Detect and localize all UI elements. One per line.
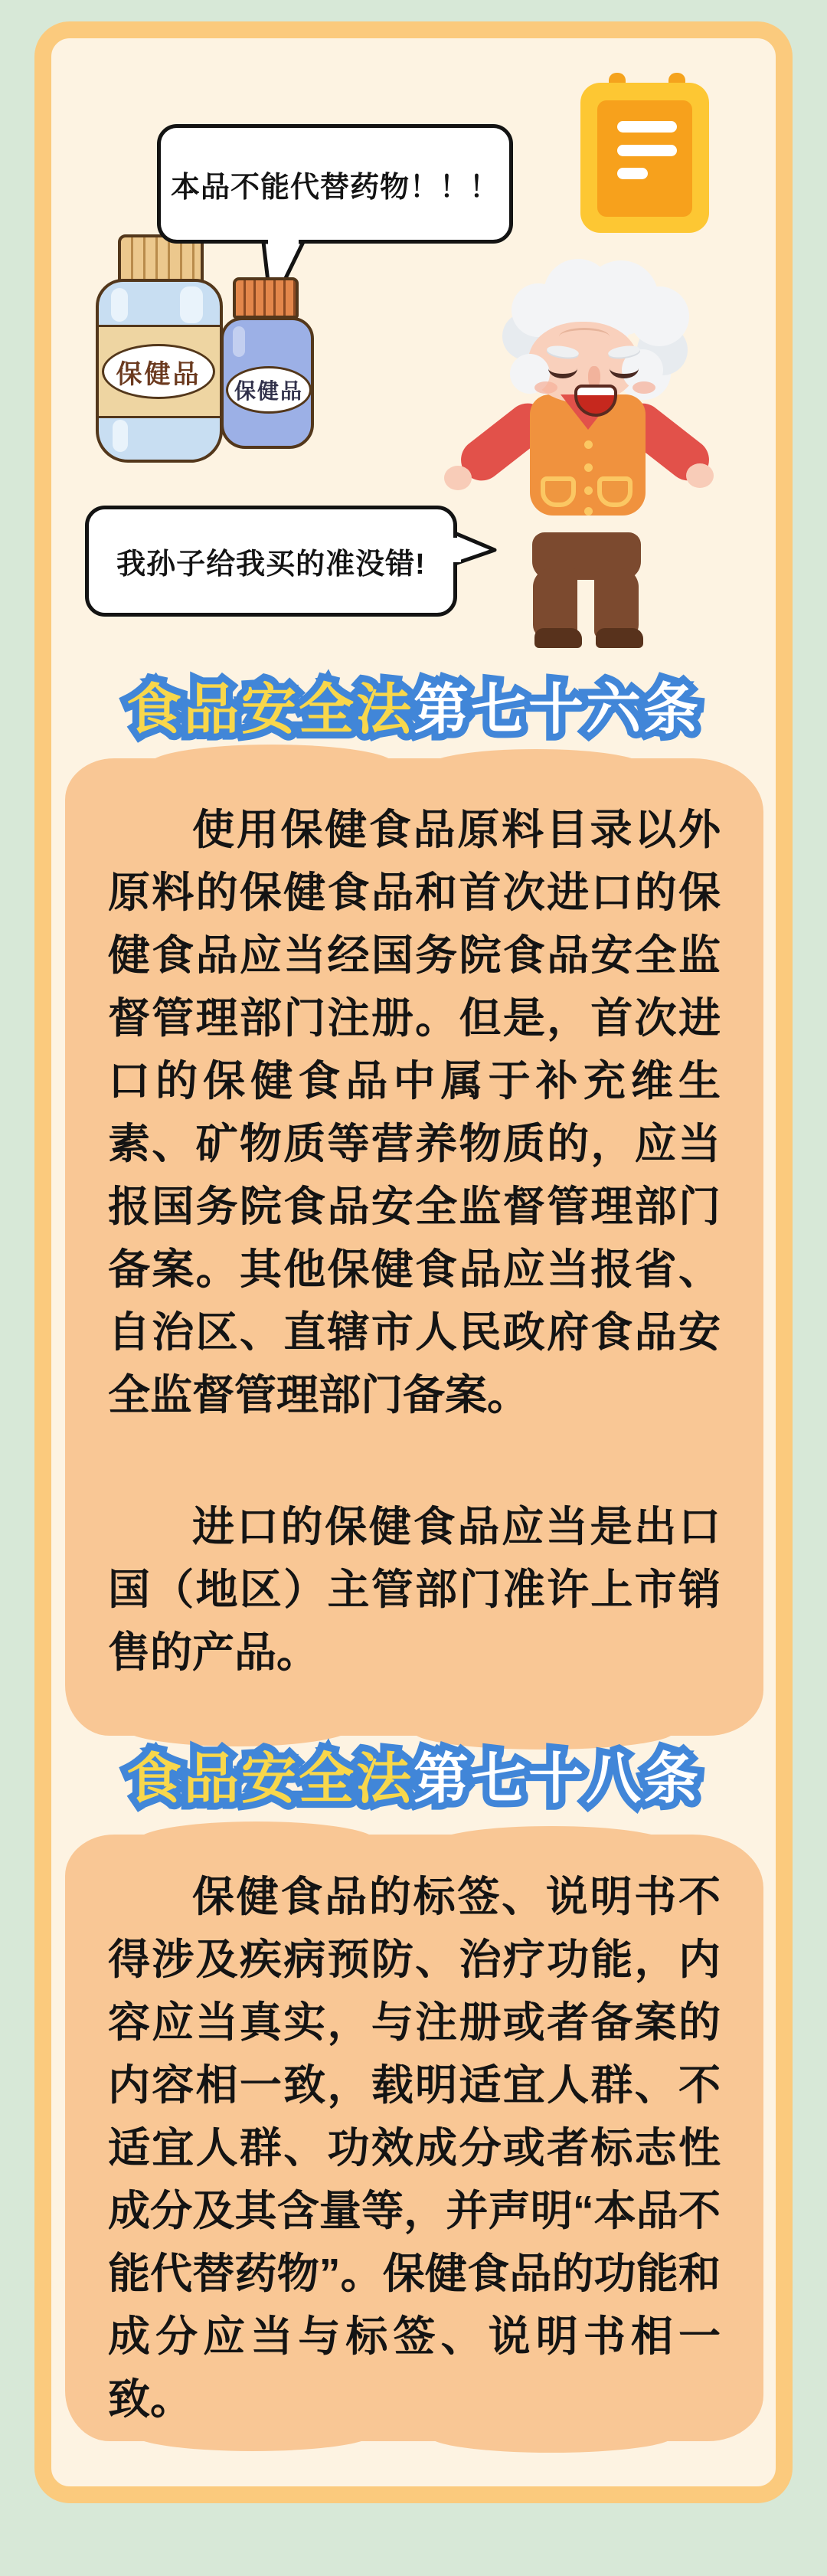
small-bottle-cap [233, 277, 299, 319]
heading-article-number [414, 1737, 701, 1822]
vest-button [584, 440, 593, 449]
vest-pocket [597, 476, 633, 507]
big-bottle-label-text: 保健品 [116, 359, 201, 389]
small-bottle-label-text: 保健品 [234, 379, 303, 403]
vest-button [584, 507, 593, 516]
grandma-left-blush [534, 381, 557, 394]
grandma-right-shoe [596, 628, 643, 648]
law-paragraph: 使用保健食品原料目录以外原料的保健食品和首次进口的保健食品应当经国务院食品安全监督管理部门注册。但是，首次进口的保健食品中属于补充维生素、矿物质等营养物质的，应当报国务院食品安全监督管理部门备案。其他保健食品应当报省、自治区、直辖市人民政府食品安全监督管理部门备案。 [108, 806, 721, 1419]
heading-law-name [126, 668, 414, 752]
vest-button [584, 463, 593, 472]
law-panel-article-76 [65, 758, 763, 1736]
grandma-teeth [577, 388, 614, 395]
grandma-right-blush [633, 381, 655, 394]
clipboard-icon-line [617, 168, 648, 179]
bottle-highlight [111, 288, 128, 322]
speech-bubble-grandma [85, 506, 457, 617]
big-bottle-label [102, 344, 215, 399]
big-bottle-body [96, 279, 223, 463]
bottle-highlight [113, 420, 128, 452]
law-paragraph: 进口的保健食品应当是出口国（地区）主管部门准许上市销售的产品。 [108, 1503, 721, 1676]
speech-bubble-warning-text: 本品不能代替药物！！！ [170, 171, 499, 204]
grandma-right-hand [686, 463, 714, 488]
supplement-bottles-illustration [90, 228, 320, 473]
section-heading-article-78 [0, 1737, 827, 1822]
speech-bubble-warning [157, 124, 513, 244]
vest-pocket [541, 476, 576, 507]
clipboard-icon-paper [597, 100, 692, 217]
grandma-left-shoe [534, 628, 582, 648]
section-heading-article-76 [0, 668, 827, 752]
clipboard-icon-line [617, 145, 677, 156]
grandma-illustration [444, 268, 712, 651]
small-bottle-body [221, 317, 314, 449]
speech-bubble-grandma-text: 我孙子给我买的准没错! [116, 548, 426, 581]
small-bottle-label [226, 366, 312, 414]
speech-bubble-grandma-tail-patch [453, 538, 461, 562]
bottle-highlight [233, 326, 245, 357]
heading-article-number [414, 668, 701, 752]
big-bottle-label-band [96, 325, 223, 418]
law-paragraph: 保健食品的标签、说明书不得涉及疾病预防、治疗功能，内容应当真实，与注册或者备案的内容相一致，载明适宜人群、不适宜人群、功效成分或者标志性成分及其含量等，并声明“本品不能代替药物”。保健食品的功能和成分应当与标签、说明书相一致。 [108, 1873, 721, 2423]
speech-bubble-warning-tail-patch [268, 236, 299, 245]
vest-button [584, 486, 593, 495]
grandma-left-eye [548, 358, 577, 378]
grandma-left-hand [444, 466, 472, 490]
clipboard-icon-line [617, 121, 677, 133]
grandma-forehead-wrinkle [559, 328, 610, 345]
bottle-highlight [180, 286, 203, 323]
grandma-right-eye [610, 358, 639, 378]
heading-law-name [126, 1737, 414, 1822]
law-panel-article-78 [65, 1835, 763, 2441]
